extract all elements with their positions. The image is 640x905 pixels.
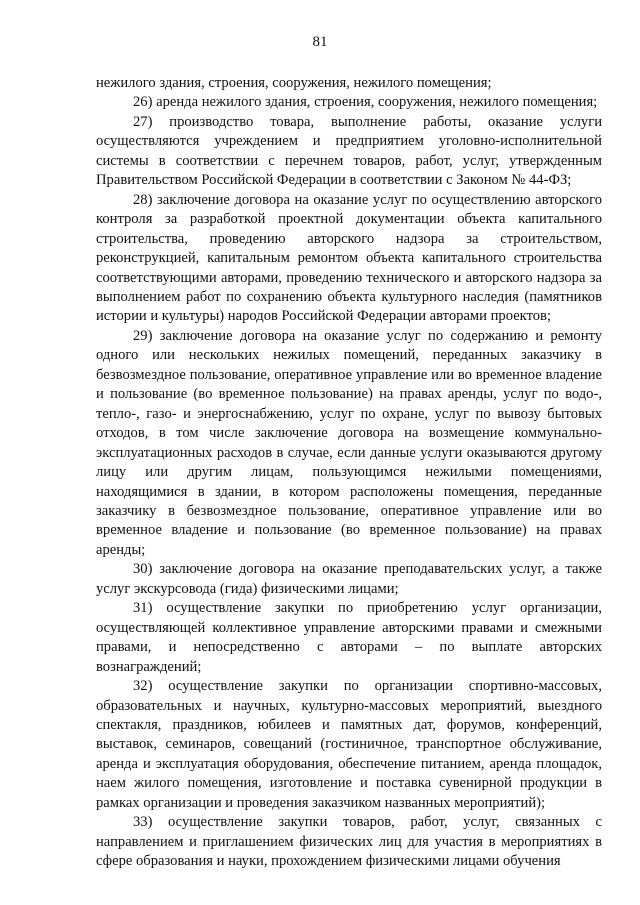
paragraph-item-28: 28) заключение договора на оказание услуг по осуществлению авторского контроля за разработкой проектной документации объекта капитального строительства, проведению авторского надзора за строительством, реконструкцией, капитальным ремонтом объекта капитального строительства соответствующими авторами, проведению технического и авторского надзора за выполнением работ по сохранению объекта культурного наследия (памятников истории и культуры) народов Российской Федерации авторами проектов; (96, 191, 602, 325)
paragraph-item-27: 27) производство товара, выполнение работы, оказание услуги осуществляются учреждением и предприятием уголовно-исполнительной системы в соответствии с перечнем товаров, работ, услуг, утвержденным Правительством Российской Федерации в соответствии с Законом № 44-ФЗ; (96, 113, 602, 189)
paragraph-item-33: 33) осуществление закупки товаров, работ, услуг, связанных с направлением и приглашением физических лиц для участия в мероприятиях в сфере образования и науки, прохождением физическими лицами обучения (96, 814, 602, 870)
paragraph-item-32: 32) осуществление закупки по организации спортивно-массовых, образовательных и научных, культурно-массовых мероприятий, выездного спектакля, праздников, юбилеев и памятных дат, форумов, конференций, выставок, семинаров, совещаний (гостиничное, транспортное обслуживание, аренда и эксплуатация оборудования, обеспечение питанием, аренда площадок, наем жилого помещения, изготовление и поставка сувенирной продукции в рамках организации и проведения заказчиком названных мероприятий); (96, 678, 602, 811)
paragraph-continuation: нежилого здания, строения, сооружения, нежилого помещения; (96, 75, 492, 91)
page-number: 81 (312, 34, 328, 50)
document-body (96, 74, 602, 872)
paragraph-item-30: 30) заключение договора на оказание преподавательских услуг, а также услуг экскурсовода (гида) физическими лицами; (96, 561, 602, 597)
paragraph-item-29: 29) заключение договора на оказание услуг по содержанию и ремонту одного или нескольких нежилых помещений, переданных заказчику в безвозмездное пользование, оперативное управление или во временное владение и пользование (во временное пользование) на правах аренды, услуг по водо-, тепло-, газо- и энергоснабжению, услуг по охране, услуг по вывозу бытовых отходов, в том числе заключение договора на возмещение коммунально-эксплуатационных расходов в случае, если данные услуги оказываются другому лицу или другим лицам, пользующимся нежилыми помещениями, находящимися в здании, в котором расположены помещения, переданные заказчику в безвозмездное пользование, оперативное управление или во временное владение и пользование (во временное пользование) на правах аренды; (96, 327, 602, 558)
paragraph-item-31: 31) осуществление закупки по приобретению услуг организации, осуществляющей коллективное управление авторскими правами и смежными правами, и непосредственно с авторами – по выплате авторских вознаграждений; (96, 600, 602, 675)
paragraph-item-26: 26) аренда нежилого здания, строения, сооружения, нежилого помещения; (133, 94, 598, 111)
